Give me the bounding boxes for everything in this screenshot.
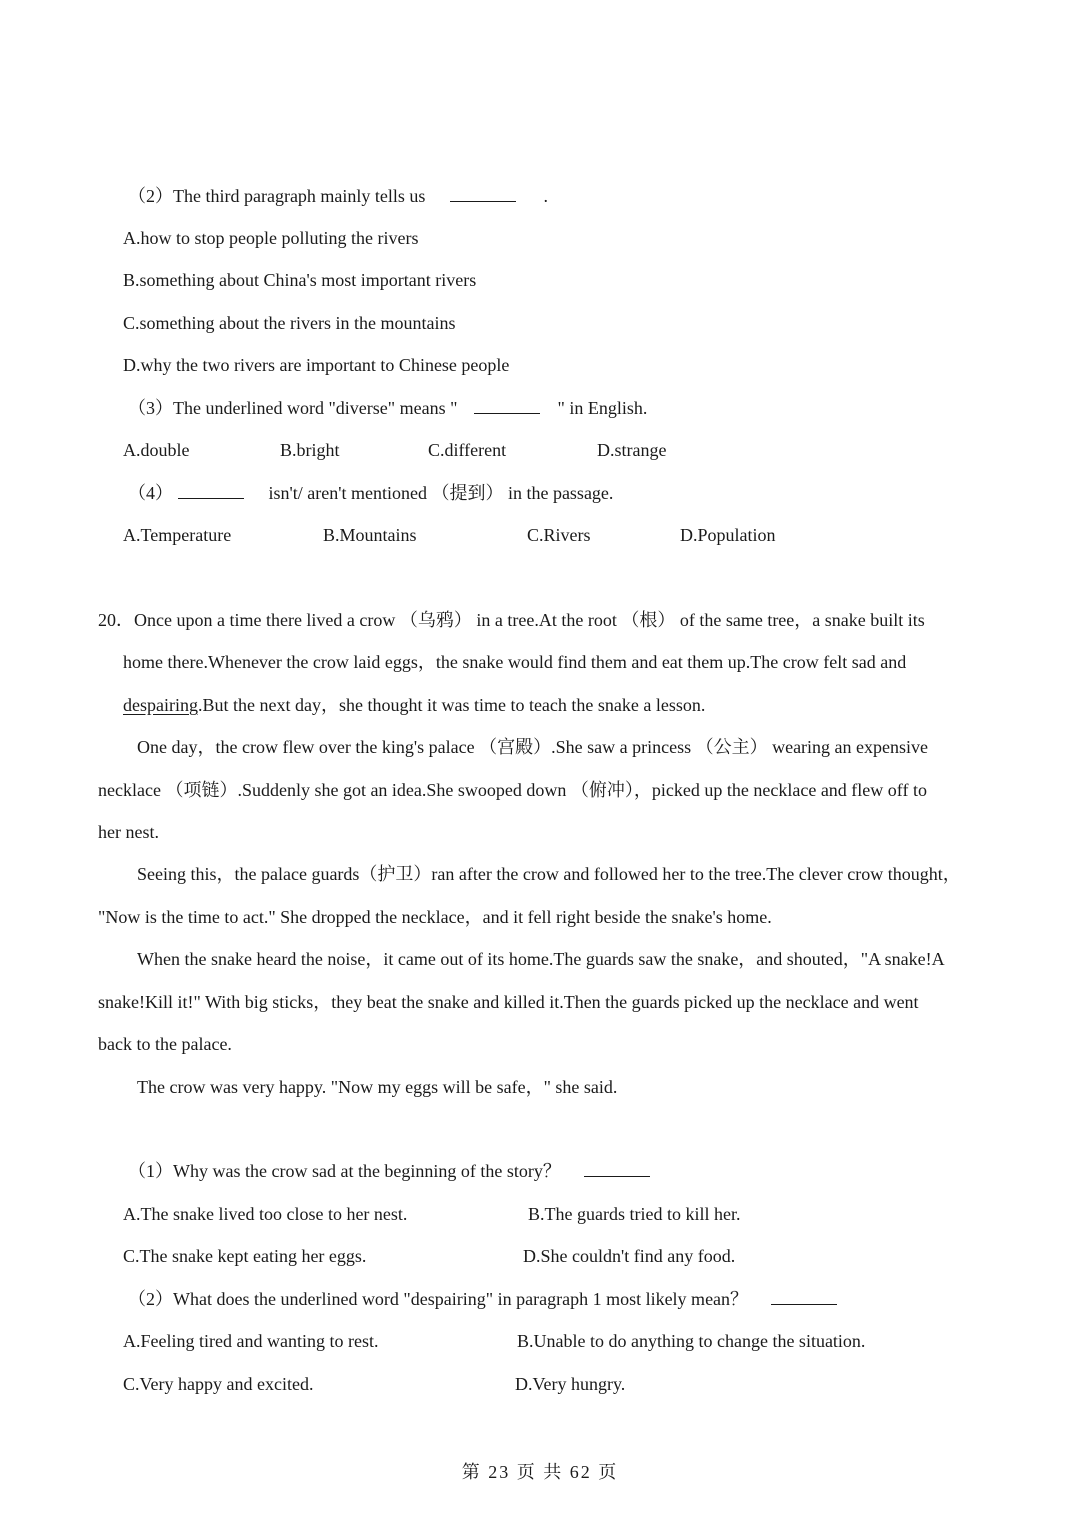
q19-4-option-b: B.Mountains [323,525,417,545]
underlined-word-despairing: despairing [123,695,198,715]
q19-4-option-d: D.Population [680,525,776,545]
q20-passage-line: 20．Once upon a time there lived a crow （乌鸦） in a tree.At the root （根） of the same tree，a snake built its [98,610,925,630]
q19-3-stem [128,396,647,420]
q20-1-option-d: D.She couldn't find any food. [523,1246,736,1266]
answer-blank [771,1290,837,1305]
q20-1-option-b: B.The guards tried to kill her. [528,1204,741,1224]
q20-2-stem [128,1287,837,1311]
q19-2-option-a: A.how to stop people polluting the rivers [123,228,419,248]
q20-2-option-b: B.Unable to do anything to change the situation. [517,1331,866,1351]
q20-1-stem [128,1159,650,1183]
answer-blank [584,1162,650,1177]
q20-1-option-c: C.The snake kept eating her eggs. [123,1246,367,1266]
q20-passage-line: When the snake heard the noise，it came out of its home.The guards saw the snake，and shouted，"A snake!A [137,949,945,969]
q19-2-option-d: D.why the two rivers are important to Chinese people [123,355,510,375]
q20-passage-line: Seeing this，the palace guards（护卫）ran after the crow and followed her to the tree.The clever crow thought， [137,864,961,884]
q19-3-suffix: " in English. [557,398,648,418]
q19-3-prefix: （3）The underlined word "diverse" means " [128,398,458,418]
answer-blank [474,399,540,414]
q19-2-prefix: （2）The third paragraph mainly tells us [128,186,426,206]
q20-passage-line: despairing.But the next day，she thought it was time to teach the snake a lesson. [123,695,706,715]
answer-blank [450,187,516,202]
q20-1-option-a: A.The snake lived too close to her nest. [123,1204,408,1224]
q19-3-option-c: C.different [428,440,507,460]
q20-2-option-c: C.Very happy and excited. [123,1374,314,1394]
answer-blank [178,484,244,499]
q19-2-stem [128,184,548,208]
q20-passage-line: home there.Whenever the crow laid eggs，the snake would find them and eat them up.The crow felt sad and [123,652,907,672]
q19-4-option-a: A.Temperature [123,525,232,545]
q19-4-prefix: （4） [128,483,173,503]
q19-4-stem [128,481,613,505]
q19-3-option-a: A.double [123,440,190,460]
q19-2-option-c: C.something about the rivers in the mountains [123,313,456,333]
q20-2-option-a: A.Feeling tired and wanting to rest. [123,1331,379,1351]
page-number-footer: 第 23 页 共 62 页 [461,1462,619,1482]
q20-passage-line: The crow was very happy. "Now my eggs will be safe，" she said. [137,1077,618,1097]
q19-3-option-b: B.bright [280,440,340,460]
q20-passage-line: necklace （项链）.Suddenly she got an idea.She swooped down （俯冲），picked up the necklace and flew off to [98,780,927,800]
q20-passage-line: her nest. [98,822,159,842]
q19-4-suffix: isn't/ aren't mentioned （提到） in the passage. [268,483,614,503]
q20-passage-line: back to the palace. [98,1034,232,1054]
q20-2-prefix: （2）What does the underlined word "despairing" in paragraph 1 most likely mean？ [128,1289,749,1309]
q20-passage-line: One day，the crow flew over the king's palace （宫殿）.She saw a princess （公主） wearing an expensive [137,737,929,757]
q20-1-prefix: （1）Why was the crow sad at the beginning of the story？ [128,1161,561,1181]
q20-passage-line: "Now is the time to act." She dropped the necklace，and it fell right beside the snake's home. [98,907,772,927]
q19-3-option-d: D.strange [597,440,667,460]
q19-2-suffix: . [543,186,548,206]
q20-2-option-d: D.Very hungry. [515,1374,626,1394]
q19-2-option-b: B.something about China's most important rivers [123,270,477,290]
q19-4-option-c: C.Rivers [527,525,591,545]
q20-passage-line: snake!Kill it!" With big sticks，they beat the snake and killed it.Then the guards picked up the necklace and went [98,992,919,1012]
